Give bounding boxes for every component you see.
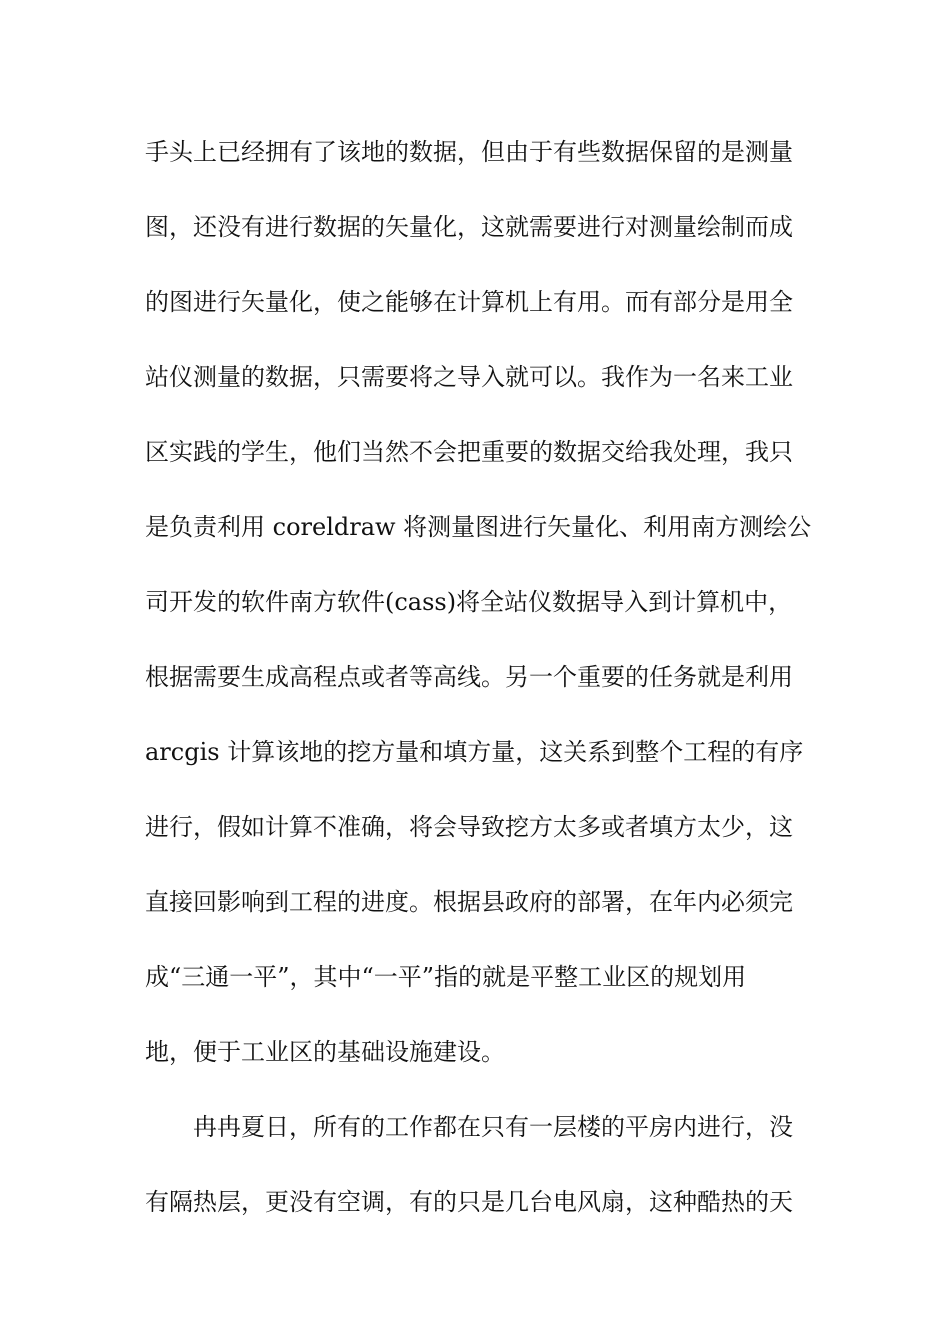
text-line: 站仪测量的数据，只需要将之导入就可以。我作为一名来工业 [145, 363, 793, 391]
text-line: arcgis 计算该地的挖方量和填方量，这关系到整个工程的有序 [145, 738, 804, 766]
text-line: 地，便于工业区的基础设施建设。 [145, 1038, 505, 1066]
text-line: 是负责利用 coreldraw 将测量图进行矢量化、利用南方测绘公 [145, 513, 812, 541]
text-line: 成“三通一平”，其中“一平”指的就是平整工业区的规划用 [145, 963, 747, 991]
text-line: 区实践的学生，他们当然不会把重要的数据交给我处理，我只 [145, 438, 793, 466]
text-line: 直接回影响到工程的进度。根据县政府的部署，在年内必须完 [145, 888, 793, 916]
text-line: 进行，假如计算不准确，将会导致挖方太多或者填方太少，这 [145, 813, 793, 841]
text-line: 图，还没有进行数据的矢量化，这就需要进行对测量绘制而成 [145, 213, 793, 241]
paragraph-first-line: 冉冉夏日，所有的工作都在只有一层楼的平房内进行，没 [193, 1113, 793, 1141]
text-line: 根据需要生成高程点或者等高线。另一个重要的任务就是利用 [145, 663, 793, 691]
text-line: 司开发的软件南方软件(cass)将全站仪数据导入到计算机中， [145, 588, 793, 616]
text-line: 有隔热层，更没有空调，有的只是几台电风扇，这种酷热的天 [145, 1188, 793, 1216]
text-line: 手头上已经拥有了该地的数据，但由于有些数据保留的是测量 [145, 138, 793, 166]
text-line: 的图进行矢量化，使之能够在计算机上有用。而有部分是用全 [145, 288, 793, 316]
